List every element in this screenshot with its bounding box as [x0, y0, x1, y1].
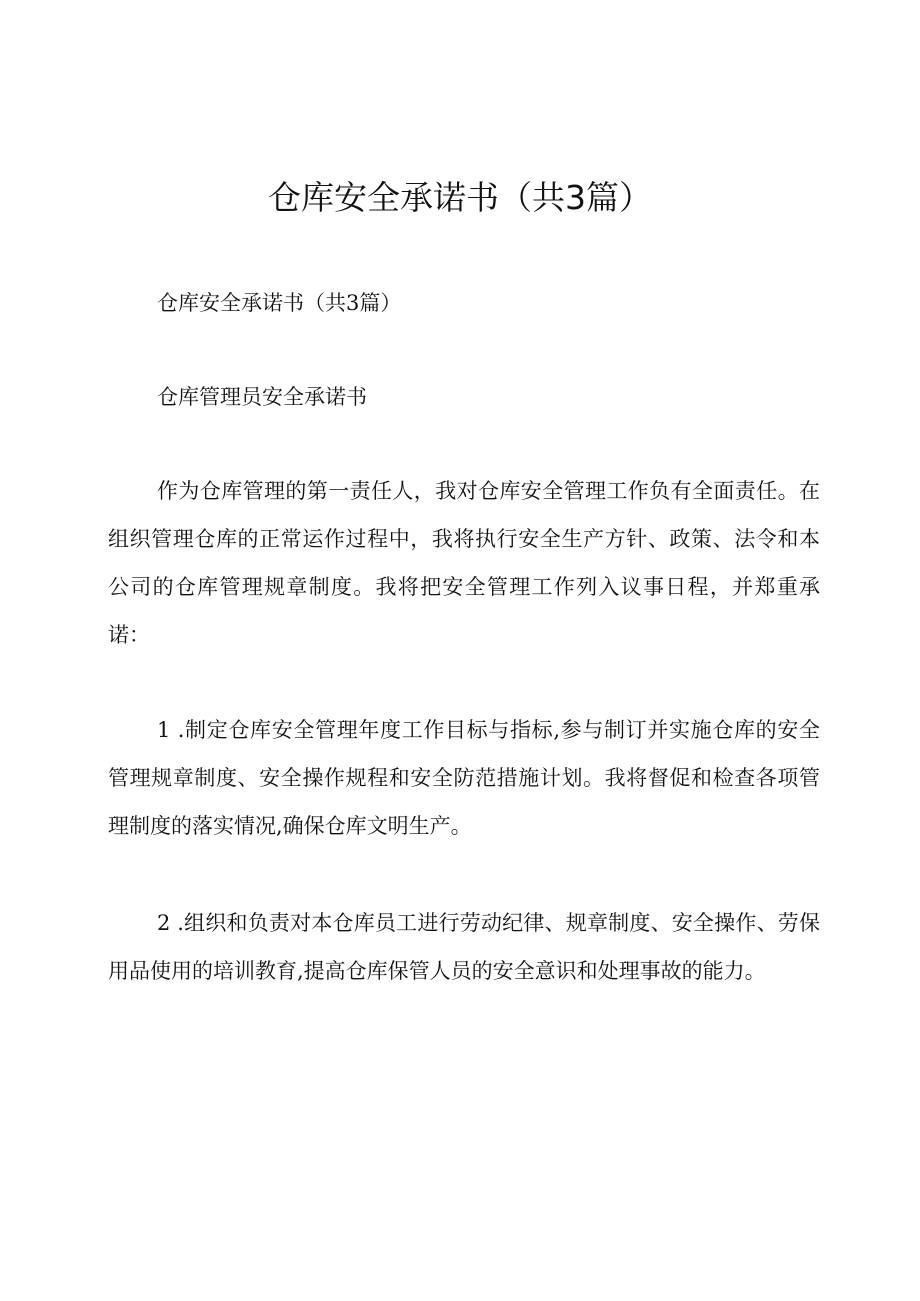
section-heading: 仓库管理员安全承诺书: [157, 385, 367, 409]
commitment-item-1: 1 .制定仓库安全管理年度工作目标与指标,参与制订并实施仓库的安全管理规章制度、安全操作规程和安全防范措施计划。我将督促和检查各项管理制度的落实情况,确保仓库文明生产。: [108, 718, 820, 838]
intro-paragraph: 作为仓库管理的第一责任人，我对仓库安全管理工作负有全面责任。在组织管理仓库的正常运作过程中，我将执行安全生产方针、政策、法令和本公司的仓库管理规章制度。我将把安全管理工作列入议事日程，并郑重承诺：: [108, 479, 820, 647]
commitment-item-2: 2 .组织和负责对本仓库员工进行劳动纪律、规章制度、安全操作、劳保用品使用的培训教育,提高仓库保管人员的安全意识和处理事故的能力。: [108, 911, 820, 983]
document-title: 仓库安全承诺书（共3篇）: [268, 178, 652, 217]
document-subtitle: 仓库安全承诺书（共3篇）: [157, 291, 402, 315]
